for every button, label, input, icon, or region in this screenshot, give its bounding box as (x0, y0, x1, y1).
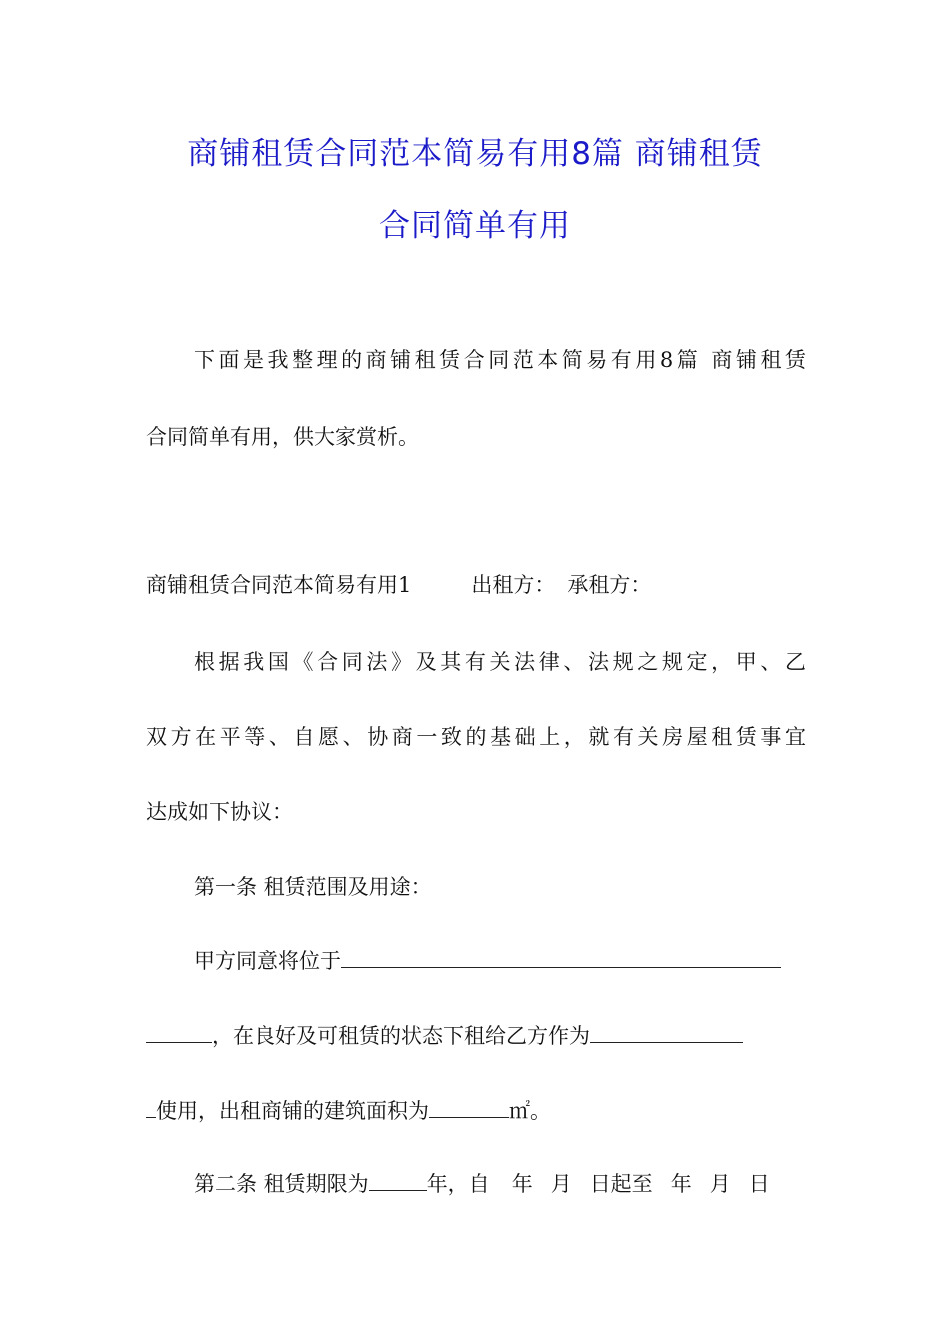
purpose-blank-continued (146, 1095, 156, 1118)
section-1-heading: 商铺租赁合同范本简易有用1 (146, 573, 412, 597)
article-1-line-3 (146, 1095, 806, 1126)
purpose-blank (590, 1020, 743, 1043)
article-2-term-label: 第二条 租赁期限为 (194, 1172, 369, 1196)
term-years-blank (369, 1168, 427, 1191)
intro-line-2: 合同简单有用，供大家赏析。 (146, 425, 419, 449)
start-year-label: 年 (511, 1172, 533, 1196)
document-title-line-2: 合同简单有用 (379, 208, 571, 244)
lessee-label: 承租方： (567, 573, 652, 597)
article-1-heading: 第一条 租赁范围及用途： (194, 875, 432, 899)
basis-line-3: 达成如下协议： (146, 800, 293, 824)
basis-line-2: 双方在平等、自愿、协商一致的基础上，就有关房屋租赁事宜 (146, 725, 806, 749)
article-1-line-1 (194, 945, 806, 976)
basis-line-1: 根据我国《合同法》及其有关法律、法规之规定，甲、乙 (194, 650, 806, 674)
intro-line-1: 下面是我整理的商铺租赁合同范本简易有用8篇 商铺租赁 (194, 348, 806, 372)
article-2-line-1 (194, 1168, 806, 1199)
start-day-label: 日起至 (589, 1172, 653, 1196)
location-blank-continued (146, 1020, 212, 1043)
area-unit: ㎡。 (509, 1099, 551, 1123)
end-day-label: 日 (748, 1172, 770, 1196)
lessor-label: 出租方： (471, 573, 556, 597)
document-title-line-1: 商铺租赁合同范本简易有用8篇 商铺租赁 (187, 136, 763, 172)
article-1-area-label: 使用，出租商铺的建筑面积为 (156, 1099, 429, 1123)
article-1-line-2 (146, 1020, 806, 1051)
article-1-purpose-label: ，在良好及可租赁的状态下租给乙方作为 (212, 1024, 590, 1048)
article-1-location-label: 甲方同意将位于 (194, 949, 341, 973)
area-blank (429, 1095, 509, 1118)
end-year-label: 年 (670, 1172, 692, 1196)
section-1-heading-row (146, 570, 806, 600)
article-2-from-label: 年，自 (426, 1172, 490, 1196)
location-blank (341, 945, 781, 968)
start-month-label: 月 (550, 1172, 572, 1196)
end-month-label: 月 (709, 1172, 731, 1196)
